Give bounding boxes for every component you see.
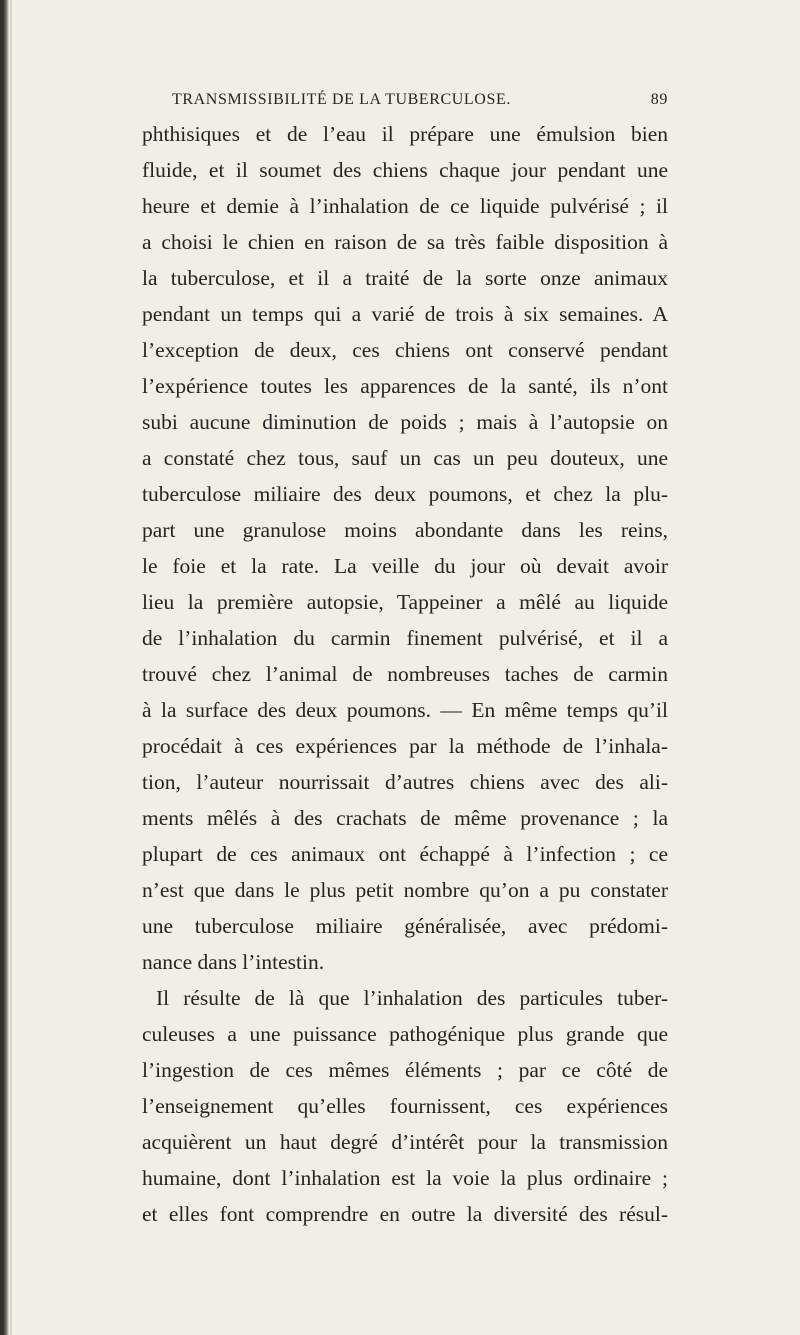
text-line: le foie et la rate. La veille du jour où devait avoir [142,554,668,578]
text-line: ments mêlés à des crachats de même provenance ; la [142,806,668,830]
text-line: heure et demie à l’inhalation de ce liquide pulvérisé ; il [142,194,668,218]
text-line: une tuberculose miliaire généralisée, avec prédomi- [142,914,668,938]
scan-edge-highlight [10,0,12,1335]
page-number: 89 [650,91,668,108]
text-line: acquièrent un haut degré d’intérêt pour la transmission [142,1130,668,1154]
running-head [172,88,668,112]
text-line: humaine, dont l’inhalation est la voie la plus ordinaire ; [142,1166,668,1190]
text-line: l’exception de deux, ces chiens ont conservé pendant [142,338,668,362]
text-line: phthisiques et de l’eau il prépare une émulsion bien [142,122,668,146]
text-line: lieu la première autopsie, Tappeiner a mêlé au liquide [142,590,668,614]
text-line: plupart de ces animaux ont échappé à l’infection ; ce [142,842,668,866]
text-line: trouvé chez l’animal de nombreuses taches de carmin [142,662,668,686]
book-page [18,0,800,1335]
text-line: part une granulose moins abondante dans les reins, [142,518,668,542]
text-line: et elles font comprendre en outre la diversité des résul- [142,1202,668,1226]
text-line: tuberculose miliaire des deux poumons, et chez la plu- [142,482,668,506]
running-title: TRANSMISSIBILITÉ DE LA TUBERCULOSE. [172,91,511,108]
text-line: l’expérience toutes les apparences de la santé, ils n’ont [142,374,668,398]
text-line: Il résulte de là que l’inhalation des particules tuber- [156,986,668,1010]
text-line: a constaté chez tous, sauf un cas un peu douteux, une [142,446,668,470]
text-line: n’est que dans le plus petit nombre qu’on a pu constater [142,878,668,902]
text-line: à la surface des deux poumons. — En même temps qu’il [142,698,668,722]
text-line: la tuberculose, et il a traité de la sorte onze animaux [142,266,668,290]
text-line: l’ingestion de ces mêmes éléments ; par ce côté de [142,1058,668,1082]
text-line: fluide, et il soumet des chiens chaque jour pendant une [142,158,668,182]
text-line: de l’inhalation du carmin finement pulvérisé, et il a [142,626,668,650]
text-line: pendant un temps qui a varié de trois à six semaines. A [142,302,668,326]
text-line: procédait à ces expériences par la méthode de l’inhala- [142,734,668,758]
scan-binding-edge [0,0,9,1335]
text-line: culeuses a une puissance pathogénique plus grande que [142,1022,668,1046]
text-line: a choisi le chien en raison de sa très faible disposition à [142,230,668,254]
text-line: tion, l’auteur nourrissait d’autres chiens avec des ali- [142,770,668,794]
text-line: nance dans l’intestin. [142,950,325,974]
text-line: l’enseignement qu’elles fournissent, ces expériences [142,1094,668,1118]
text-line: subi aucune diminution de poids ; mais à l’autopsie on [142,410,668,434]
